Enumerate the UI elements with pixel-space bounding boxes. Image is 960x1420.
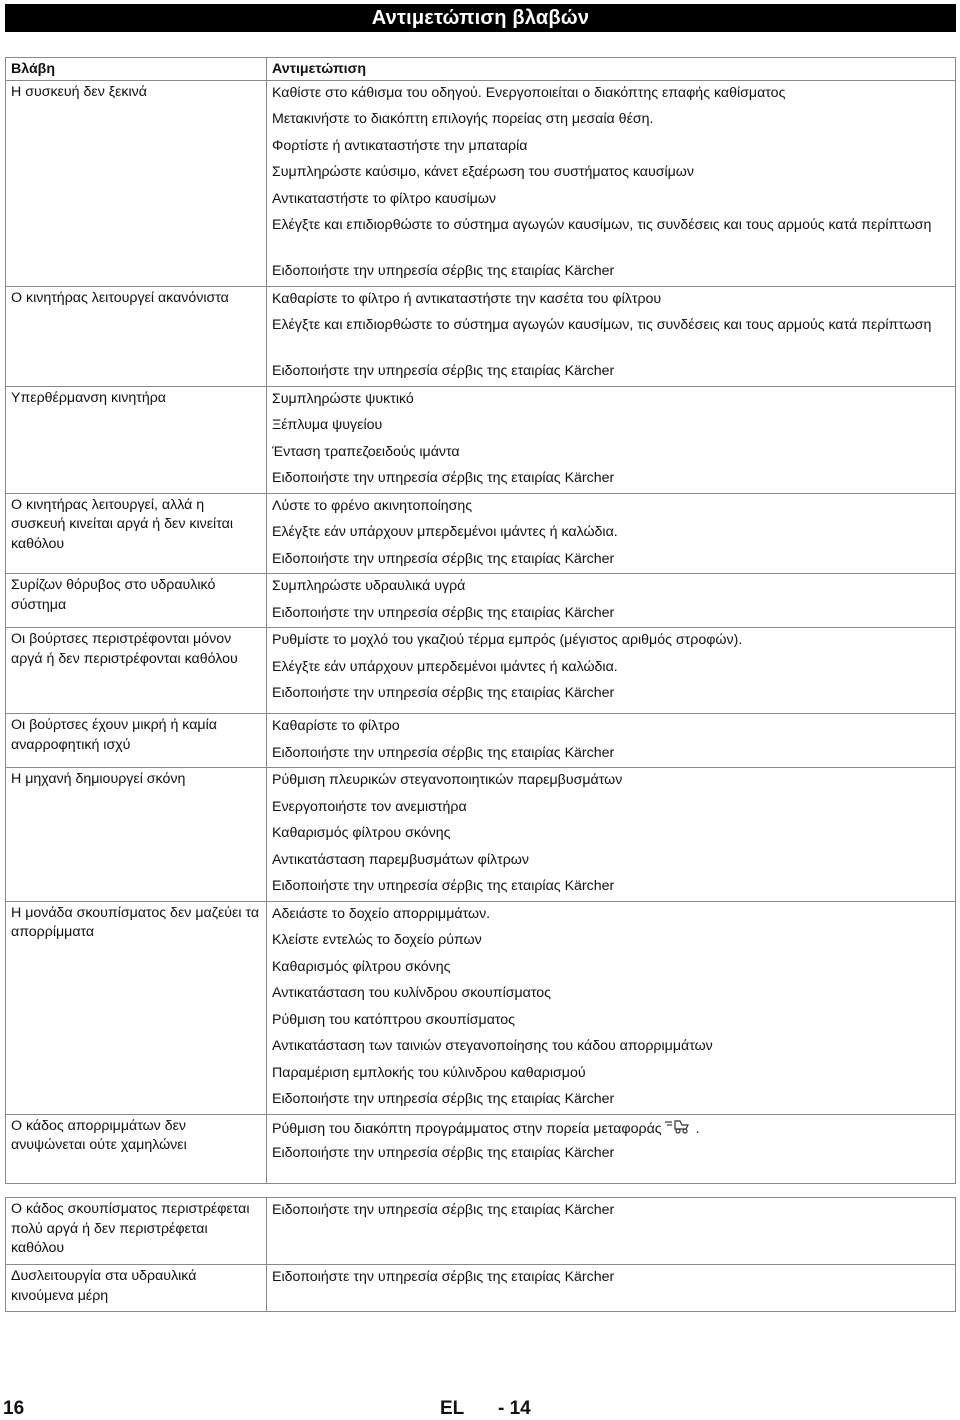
fault-text: Η μονάδα σκουπίσματος δεν μαζεύει τα απορρίμματα bbox=[11, 904, 260, 940]
fault-cell bbox=[6, 1198, 267, 1265]
remedy-line: Συμπληρώστε υδραυλικά υγρά bbox=[272, 578, 466, 594]
table-row bbox=[6, 80, 956, 286]
remedy-cell bbox=[267, 768, 956, 902]
remedy-line: Λύστε το φρένο ακινητοποίησης bbox=[272, 497, 473, 514]
remedy-line: Αντικατάσταση παρεμβυσμάτων φίλτρων bbox=[272, 851, 529, 868]
fault-cell bbox=[6, 574, 267, 628]
table-row bbox=[6, 901, 956, 1114]
remedy-line: Ειδοποιήστε την υπηρεσία σέρβις της εταιρίας Kärcher bbox=[272, 363, 615, 379]
remedy-cell bbox=[267, 901, 956, 1114]
page-title: Αντιμετώπιση βλαβών bbox=[5, 4, 956, 32]
remedy-line: Ειδοποιήστε την υπηρεσία σέρβις της εταιρίας Kärcher bbox=[272, 1091, 615, 1107]
language-code: EL bbox=[440, 1398, 465, 1419]
fault-cell bbox=[6, 1114, 267, 1183]
fault-text: Ο κάδος σκουπίσματος περιστρέφεται πολύ αργά ή δεν περιστρέφεται καθόλου bbox=[11, 1201, 250, 1256]
remedy-line: Ελέγξτε και επιδιορθώστε το σύστημα αγωγών καυσίμων, τις συνδέσεις και τους αρμούς κατά περίπτωση bbox=[272, 317, 932, 333]
remedy-line: Ελέγξτε εάν υπάρχουν μπερδεμένοι ιμάντες ή καλώδια. bbox=[272, 658, 618, 675]
remedy-cell bbox=[267, 1114, 956, 1183]
fault-cell bbox=[6, 80, 267, 286]
remedy-line: Ειδοποιήστε την υπηρεσία σέρβις της εταιρίας Kärcher bbox=[272, 263, 615, 279]
remedy-cell bbox=[267, 628, 956, 714]
remedy-line: Αντικατάσταση των ταινιών στεγανοποίησης του κάδου απορριμμάτων bbox=[272, 1038, 713, 1054]
remedy-line: Ενεργοποιήστε τον ανεμιστήρα bbox=[272, 798, 467, 815]
troubleshooting-table-continued bbox=[5, 1197, 956, 1312]
remedy-line: Καθαρισμός φίλτρου σκόνης bbox=[272, 958, 451, 975]
table-row bbox=[6, 493, 956, 574]
remedy-line: Καθαρισμός φίλτρου σκόνης bbox=[272, 825, 451, 841]
fault-cell bbox=[6, 493, 267, 574]
header-fault: Βλάβη bbox=[6, 58, 267, 81]
remedy-cell bbox=[267, 493, 956, 574]
remedy-line: Καθίστε στο κάθισμα του οδηγού. Ενεργοποιείται ο διακόπτης επαφής καθίσματος bbox=[272, 84, 786, 101]
table-row bbox=[6, 386, 956, 493]
remedy-cell bbox=[267, 386, 956, 493]
remedy-line: Ειδοποιήστε την υπηρεσία σέρβις της εταιρίας Kärcher bbox=[272, 1269, 615, 1285]
remedy-line: Ένταση τραπεζοειδούς ιμάντα bbox=[272, 443, 460, 460]
remedy-line: Αντικαταστήστε το φίλτρο καυσίμων bbox=[272, 190, 496, 207]
remedy-line: Ξέπλυμα ψυγείου bbox=[272, 417, 383, 433]
fault-cell bbox=[6, 1265, 267, 1312]
remedy-line: Ειδοποιήστε την υπηρεσία σέρβις της εταιρίας Kärcher bbox=[272, 744, 615, 761]
header-remedy: Αντιμετώπιση bbox=[267, 58, 956, 81]
remedy-line: Ελέγξτε και επιδιορθώστε το σύστημα αγωγών καυσίμων, τις συνδέσεις και τους αρμούς κατά περίπτωση bbox=[272, 217, 932, 233]
remedy-line: Ελέγξτε εάν υπάρχουν μπερδεμένοι ιμάντες ή καλώδια. bbox=[272, 524, 618, 540]
fault-text: Δυσλειτουργία στα υδραυλικά κινούμενα μέρη bbox=[11, 1268, 197, 1304]
troubleshooting-table bbox=[5, 57, 956, 1184]
fault-text: Η συσκευή δεν ξεκινά bbox=[11, 83, 147, 100]
table-row bbox=[6, 1198, 956, 1265]
remedy-line: Συμπληρώστε ψυκτικό bbox=[272, 390, 414, 407]
table-row bbox=[6, 768, 956, 902]
remedy-line: Ειδοποιήστε την υπηρεσία σέρβις της εταιρίας Kärcher bbox=[272, 550, 615, 567]
remedy-line: Κλείστε εντελώς το δοχείο ρύπων bbox=[272, 932, 482, 948]
remedy-line bbox=[272, 1115, 950, 1142]
fault-cell bbox=[6, 901, 267, 1114]
remedy-line: Αδειάστε το δοχείο απορριμμάτων. bbox=[272, 905, 491, 922]
remedy-line: Ειδοποιήστε την υπηρεσία σέρβις της εταιρίας Kärcher bbox=[272, 878, 615, 894]
remedy-line: Μετακινήστε το διακόπτη επιλογής πορείας στη μεσαία θέση. bbox=[272, 111, 654, 127]
fault-text: Συρίζων θόρυβος στο υδραυλικό σύστημα bbox=[11, 577, 216, 613]
remedy-line: Ειδοποιήστε την υπηρεσία σέρβις της εταιρίας Kärcher bbox=[272, 1145, 615, 1161]
fault-cell bbox=[6, 386, 267, 493]
remedy-cell bbox=[267, 1265, 956, 1312]
fault-text: Ο κάδος απορριμμάτων δεν ανυψώνεται ούτε χαμηλώνει bbox=[11, 1117, 187, 1153]
remedy-line: Παραμέριση εμπλοκής του κύλινδρου καθαρισμού bbox=[272, 1064, 586, 1081]
remedy-line: Ρυθμίστε το μοχλό του γκαζιού τέρμα εμπρός (μέγιστος αριθμός στροφών). bbox=[272, 632, 743, 648]
fault-cell bbox=[6, 286, 267, 386]
remedy-cell bbox=[267, 714, 956, 768]
remedy-line: Ειδοποιήστε την υπηρεσία σέρβις της εταιρίας Kärcher bbox=[272, 685, 615, 701]
transport-mode-icon bbox=[664, 1118, 694, 1141]
fault-text: Ο κινητήρας λειτουργεί ακανόνιστα bbox=[11, 289, 229, 306]
remedy-text: . bbox=[695, 1120, 700, 1137]
remedy-cell bbox=[267, 1198, 956, 1265]
fault-text: Οι βούρτσες περιστρέφονται μόνον αργά ή δεν περιστρέφονται καθόλου bbox=[11, 631, 238, 667]
fault-text: Οι βούρτσες έχουν μικρή ή καμία αναρροφητική ισχύ bbox=[11, 717, 217, 753]
table-row bbox=[6, 714, 956, 768]
remedy-text: Ρύθμιση του διακόπτη προγράμματος στην πορεία μεταφοράς bbox=[272, 1120, 662, 1137]
section-page-number: - 14 bbox=[498, 1398, 531, 1419]
remedy-cell bbox=[267, 80, 956, 286]
table-row bbox=[6, 574, 956, 628]
remedy-line: Φορτίστε ή αντικαταστήστε την μπαταρία bbox=[272, 137, 528, 154]
fault-cell bbox=[6, 628, 267, 714]
fault-text: Η μηχανή δημιουργεί σκόνη bbox=[11, 771, 186, 787]
fault-cell bbox=[6, 768, 267, 902]
page-number: 16 bbox=[3, 1398, 25, 1419]
remedy-line: Ειδοποιήστε την υπηρεσία σέρβις της εταιρίας Kärcher bbox=[272, 604, 615, 621]
table-row bbox=[6, 286, 956, 386]
remedy-line: Συμπληρώστε καύσιμο, κάνετ εξαέρωση του συστήματος καυσίμων bbox=[272, 164, 694, 180]
table-row bbox=[6, 1265, 956, 1312]
fault-cell bbox=[6, 714, 267, 768]
remedy-line: Ειδοποιήστε την υπηρεσία σέρβις της εταιρίας Kärcher bbox=[272, 1202, 615, 1218]
table-row bbox=[6, 1114, 956, 1183]
remedy-line: Καθαρίστε το φίλτρο bbox=[272, 718, 400, 734]
remedy-line: Καθαρίστε το φίλτρο ή αντικαταστήστε την κασέτα του φίλτρου bbox=[272, 290, 662, 307]
fault-text: Ο κινητήρας λειτουργεί, αλλά η συσκευή κινείται αργά ή δεν κινείται καθόλου bbox=[11, 496, 233, 552]
remedy-line: Ρύθμιση του κατόπτρου σκουπίσματος bbox=[272, 1011, 516, 1028]
remedy-line: Ειδοποιήστε την υπηρεσία σέρβις της εταιρίας Kärcher bbox=[272, 470, 615, 486]
remedy-cell bbox=[267, 574, 956, 628]
fault-text: Υπερθέρμανση κινητήρα bbox=[11, 389, 166, 406]
remedy-line: Ρύθμιση πλευρικών στεγανοποιητικών παρεμβυσμάτων bbox=[272, 772, 623, 788]
remedy-cell bbox=[267, 286, 956, 386]
remedy-line: Αντικατάσταση του κυλίνδρου σκουπίσματος bbox=[272, 985, 552, 1001]
table-header-row bbox=[6, 58, 956, 81]
table-row bbox=[6, 628, 956, 714]
